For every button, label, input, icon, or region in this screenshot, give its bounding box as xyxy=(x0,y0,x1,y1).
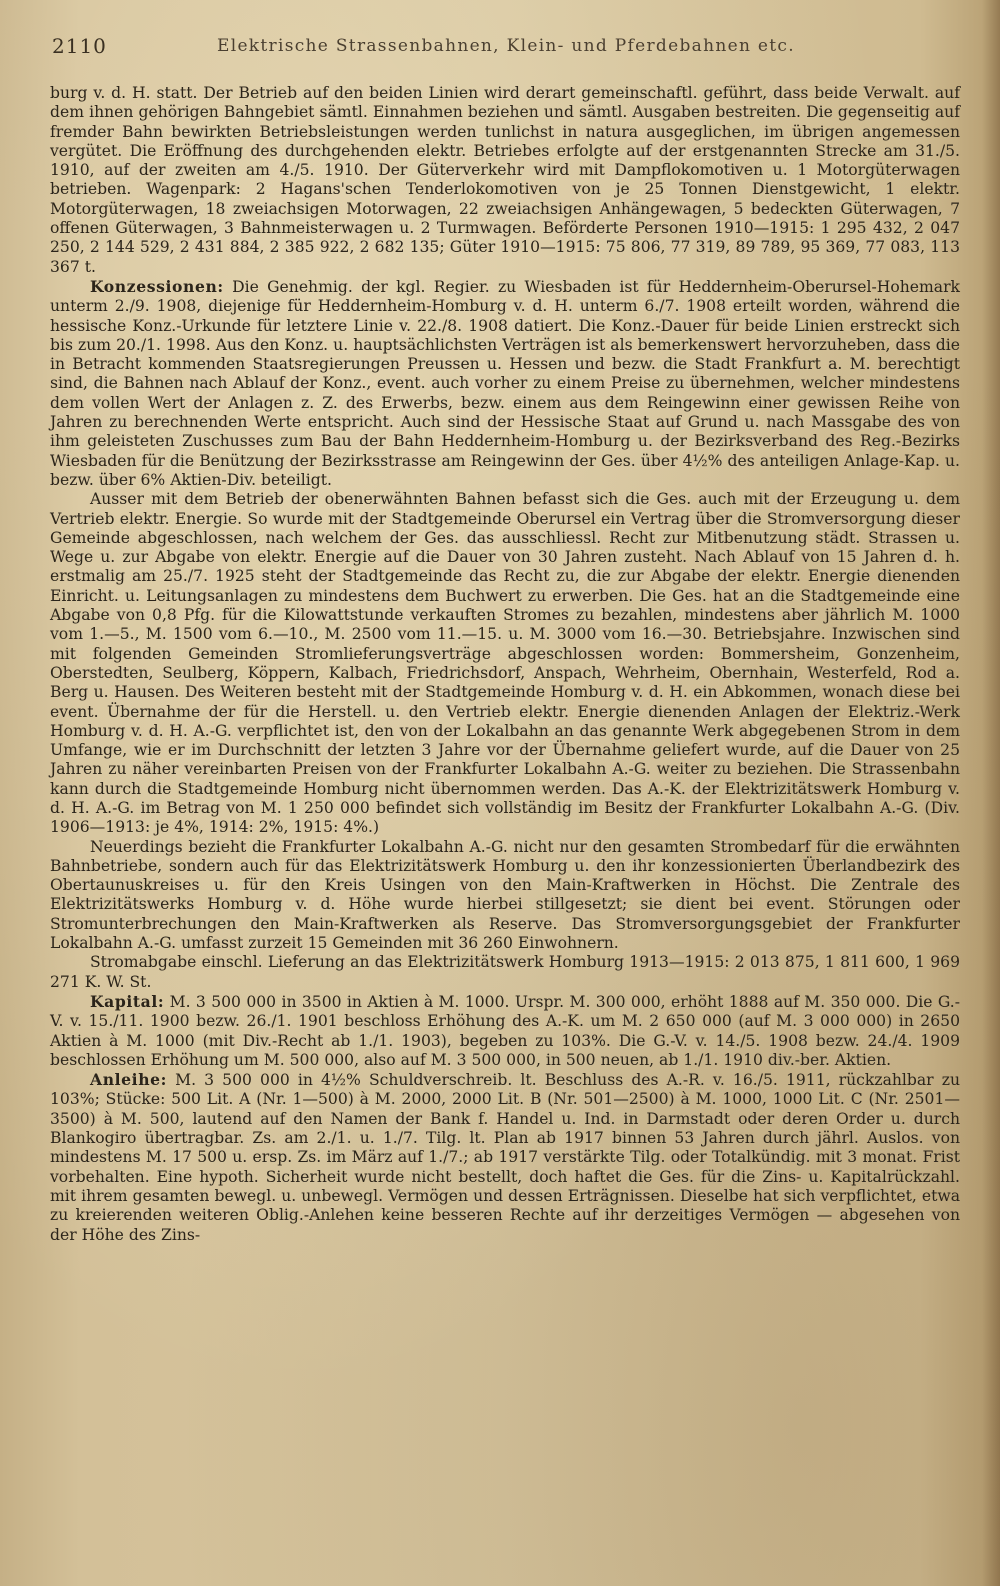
paragraph-text: burg v. d. H. statt. Der Betrieb auf den beiden Linien wird derart gemeinschaftl. geführt, dass beide Verwalt. auf dem ihnen gehörigen Bahngebiet sämtl. Einnahmen beziehen und sämtl. Ausgaben bestreiten. Die gegenseitig auf fremder Bahn bewirkten Betriebsleistungen werden tunlichst in natura ausgeglichen, im übrigen angemessen vergütet. Die Eröffnung des durchgehenden elektr. Betriebes erfolgte auf der erstgenannten Strecke am 31./5. 1910, auf der zweiten am 4./5. 1910. Der Güterverkehr wird mit Dampflokomotiven u. 1 Motorgüterwagen betrieben. Wagenpark: 2 Hagans'schen Tenderlokomotiven von je 25 Tonnen Dienstgewicht, 1 elektr. Motorgüterwagen, 18 zweiachsigen Motorwagen, 22 zweiachsigen Anhängewagen, 5 bedeckten Güterwagen, 7 offenen Güterwagen, 3 Bahnmeisterwagen u. 2 Turmwagen. Beförderte Personen 1910—1915: 1 295 432, 2 047 250, 2 144 529, 2 431 884, 2 385 922, 2 682 135; Güter 1910—1915: 75 806, 77 319, 89 789, 95 369, 77 083, 113 367 t. xyxy=(50,84,960,276)
paragraph-text: M. 3 500 000 in 3500 in Aktien à M. 1000. Urspr. M. 300 000, erhöht 1888 auf M. 350 000. Die G.-V. v. 15./11. 1900 bezw. 26./1. 1901 beschloss Erhöhung des A.-K. um M. 2 650 000 (auf M. 3 000 000) in 2650 Aktien à M. 1000 (mit Div.-Recht ab 1./1. 1903), begeben zu 103%. Die G.-V. v. 14./5. 1908 bezw. 24./4. 1909 beschlossen Erhöhung um M. 500 000, also auf M. 3 500 000, in 500 neuen, ab 1./1. 1910 div.-ber. Aktien. xyxy=(50,992,960,1069)
paragraph-text: Stromabgabe einschl. Lieferung an das Elektrizitätswerk Homburg 1913—1915: 2 013 875, 1 811 600, 1 969 271 K. W. St. xyxy=(50,953,960,991)
section-lead: Konzessionen: xyxy=(90,276,224,296)
section-lead: Kapital: xyxy=(90,991,165,1011)
page-header xyxy=(52,34,952,64)
page-number: 2110 xyxy=(52,34,107,58)
body-text xyxy=(50,84,960,1245)
paragraph-text: Die Genehmig. der kgl. Regier. zu Wiesbaden ist für Heddernheim-Oberursel-Hohemark unterm 2./9. 1908, diejenige für Heddernheim-Homburg v. d. H. unterm 6./7. 1908 erteilt worden, während die hessische Konz.-Urkunde für letztere Linie v. 22./8. 1908 datiert. Die Konz.-Dauer für beide Linien erstreckt sich bis zum 20./1. 1998. Aus den Konz. u. hauptsächlichsten Verträgen ist als bemerkenswert hervorzuheben, dass die in Betracht kommenden Staatsregierungen Preussen u. Hessen und bezw. die Stadt Frankfurt a. M. berechtigt sind, die Bahnen nach Ablauf der Konz., event. auch vorher zu einem Preise zu übernehmen, welcher mindestens dem vollen Wert der Anlagen z. Z. des Erwerbs, bezw. einem aus dem Reingewinn einer gewissen Reihe von Jahren zu berechnenden Werte entspricht. Auch sind der Hessische Staat auf Grund u. nach Massgabe des von ihm geleisteten Zuschusses zum Bau der Bahn Heddernheim-Homburg u. der Bezirksverband des Reg.-Bezirks Wiesbaden für die Benützung der Bezirksstrasse am Reingewinn der Ges. über 4½% des anteiligen Anlage-Kap. u. bezw. über 6% Aktien-Div. beteiligt. xyxy=(50,277,960,489)
paragraph-loan xyxy=(50,1070,960,1245)
paragraph-electricity-output xyxy=(50,953,960,992)
paragraph-text: M. 3 500 000 in 4½% Schuldverschreib. lt. Beschluss des A.-R. v. 16./5. 1911, rückzahlbar zu 103%; Stücke: 500 Lit. A (Nr. 1—500) à M. 2000, 2000 Lit. B (Nr. 501—2500) à M. 1000, 1000 Lit. C (Nr. 2501—3500) à M. 500, lautend auf den Namen der Bank f. Handel u. Ind. in Darmstadt oder deren Order u. durch Blankogiro übertragbar. Zs. am 2./1. u. 1./7. Tilg. lt. Plan ab 1917 binnen 53 Jahren durch jährl. Auslos. von mindestens M. 17 500 u. ersp. Zs. im März auf 1./7.; ab 1917 verstärkte Tilg. oder Totalkündig. mit 3 monat. Frist vorbehalten. Eine hypoth. Sicherheit wurde nicht bestellt, doch haftet die Ges. für die Zins- u. Kapitalrückzahl. mit ihrem gesamten bewegl. u. unbewegl. Vermögen und dessen Erträgnissen. Dieselbe hat sich verpflichtet, etwa zu kreierenden weiteren Oblig.-Anlehen keine besseren Rechte auf ihr derzeitiges Vermögen — abgesehen von der Höhe des Zins- xyxy=(50,1071,960,1244)
paragraph-capital xyxy=(50,992,960,1070)
running-head: Elektrische Strassenbahnen, Klein- und Pferdebahnen etc. xyxy=(217,36,795,56)
paragraph-text: Neuerdings bezieht die Frankfurter Lokalbahn A.-G. nicht nur den gesamten Strombedarf für die erwähnten Bahnbetriebe, sondern auch für das Elektrizitätswerk Homburg u. den ihr konzessionierten Überlandbezirk des Obertaunuskreises u. für den Kreis Usingen von den Main-Kraftwerken in Höchst. Die Zentrale des Elektrizitätswerks Homburg v. d. Höhe wurde hierbei stillgesetzt; sie dient bei event. Störungen oder Stromunterbrechungen den Main-Kraftwerken als Reserve. Das Stromversorgungsgebiet der Frankfurter Lokalbahn A.-G. umfasst zurzeit 15 Gemeinden mit 36 260 Einwohnern. xyxy=(50,837,960,953)
paragraph-text: Ausser mit dem Betrieb der obenerwähnten Bahnen befasst sich die Ges. auch mit der Erzeugung u. dem Vertrieb elektr. Energie. So wurde mit der Stadtgemeinde Oberursel ein Vertrag über die Stromversorgung dieser Gemeinde abgeschlossen, nach welchem der Ges. das ausschliessl. Recht zur Mitbenutzung städt. Strassen u. Wege u. zur Abgabe von elektr. Energie auf die Dauer von 30 Jahren zusteht. Nach Ablauf von 15 Jahren d. h. erstmalig am 25./7. 1925 steht der Stadtgemeinde das Recht zu, die zur Abgabe der elektr. Energie dienenden Einricht. u. Leitungsanlagen zu mindestens dem Buchwert zu erwerben. Die Ges. hat an die Stadtgemeinde eine Abgabe von 0,8 Pfg. für die Kilowattstunde verkauften Stromes zu bezahlen, mindestens aber jährlich M. 1000 vom 1.—5., M. 1500 vom 6.—10., M. 2500 vom 11.—15. u. M. 3000 vom 16.—30. Betriebsjahre. Inzwischen sind mit folgenden Gemeinden Stromlieferungsverträge abgeschlossen worden: Bommersheim, Gonzenheim, Oberstedten, Seulberg, Köppern, Kalbach, Friedrichsdorf, Anspach, Wehrheim, Obernhain, Westerfeld, Rod a. Berg u. Hausen. Des Weiteren besteht mit der Stadtgemeinde Homburg v. d. H. ein Abkommen, wonach diese bei event. Übernahme der für die Herstell. u. den Vertrieb elektr. Energie dienenden Anlagen der Elektriz.-Werk Homburg v. d. H. A.-G. verpflichtet ist, den von der Lokalbahn an das genannte Werk abgegebenen Strom in dem Umfange, wie er im Durchschnitt der letzten 3 Jahre vor der Übernahme geliefert wurde, auf die Dauer von 25 Jahren zu näher vereinbarten Preisen von der Frankfurter Lokalbahn A.-G. weiter zu beziehen. Die Strassenbahn kann durch die Stadtgemeinde Homburg nicht übernommen werden. Das A.-K. der Elektrizitätswerk Homburg v. d. H. A.-G. im Betrag von M. 1 250 000 befindet sich vollständig im Besitz der Frankfurter Lokalbahn A.-G. (Div. 1906—1913: je 4%, 1914: 2%, 1915: 4%.) xyxy=(50,490,960,837)
section-lead: Anleihe: xyxy=(90,1070,168,1090)
paragraph-operations xyxy=(50,84,960,277)
paragraph-concessions xyxy=(50,277,960,490)
paragraph-energy xyxy=(50,490,960,837)
page-edge-shadow xyxy=(982,0,1000,1586)
paragraph-power-supply xyxy=(50,838,960,954)
